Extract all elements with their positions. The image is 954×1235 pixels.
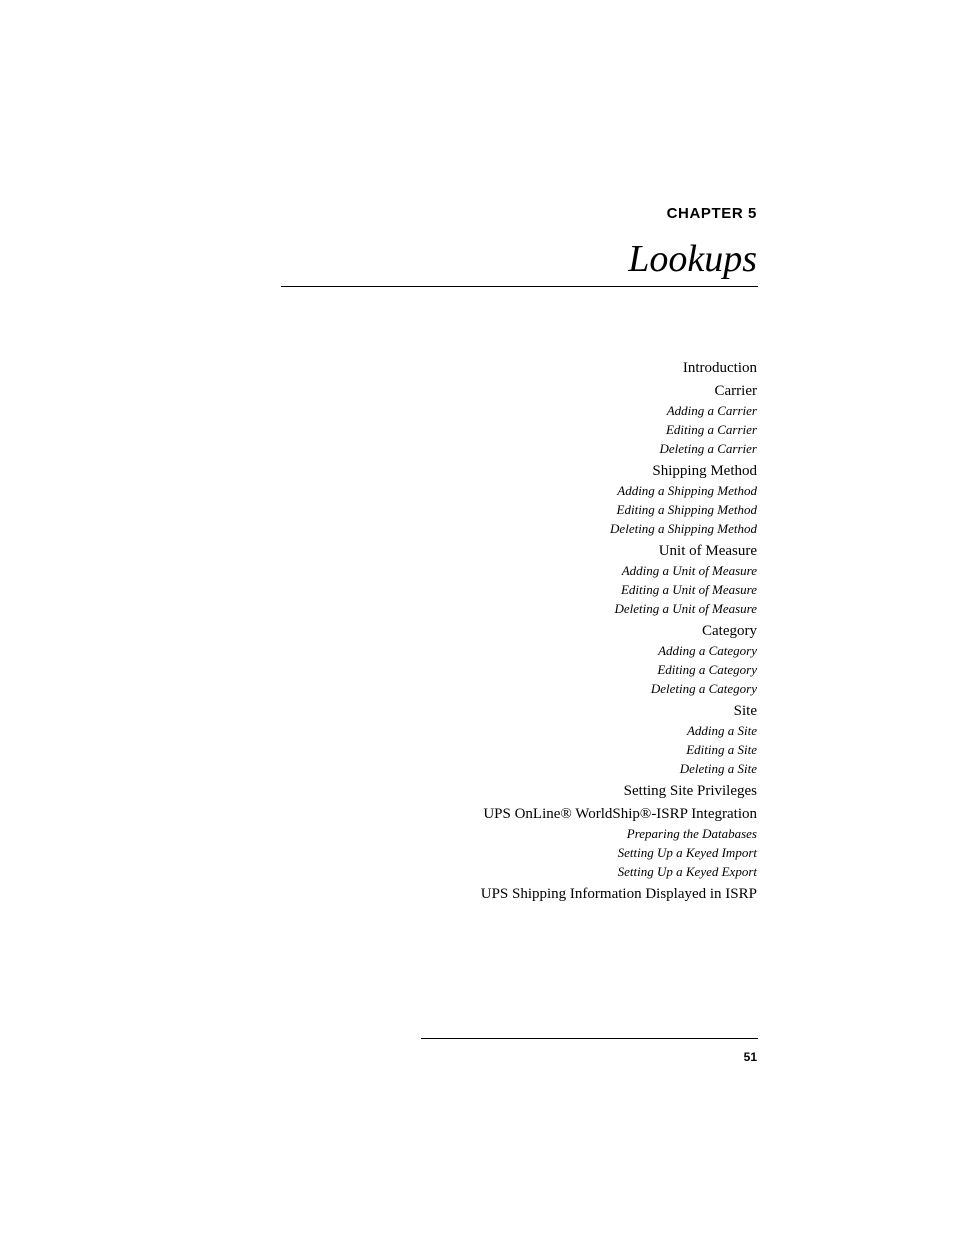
toc-subsection-link[interactable]: Preparing the Databases [626,826,757,841]
toc-section-link[interactable]: UPS Shipping Information Displayed in ISRP [480,886,757,902]
toc-section-link[interactable]: Site [733,703,757,719]
toc-section-link[interactable]: Unit of Measure [658,543,757,559]
toc-subsection-link[interactable]: Adding a Shipping Method [617,483,757,498]
toc-section-link[interactable]: Carrier [714,383,757,399]
toc-subsection-link[interactable]: Editing a Shipping Method [616,502,757,517]
toc-subsection-link[interactable]: Editing a Category [657,662,757,677]
toc-section-link[interactable]: Shipping Method [652,463,757,479]
toc-subsection-link[interactable]: Deleting a Carrier [659,441,757,456]
toc-subsection-link[interactable]: Deleting a Category [650,681,757,696]
toc-section-link[interactable]: UPS OnLine® WorldShip®-ISRP Integration [483,806,757,822]
toc-section-link[interactable]: Setting Site Privileges [623,783,757,799]
toc-subsection-link[interactable]: Editing a Carrier [665,422,757,437]
footer-divider [421,1038,758,1039]
page-number: 51 [743,1050,757,1064]
toc-subsection-link[interactable]: Editing a Unit of Measure [620,582,757,597]
toc-subsection-link[interactable]: Deleting a Unit of Measure [614,601,757,616]
toc-subsection-link[interactable]: Adding a Site [686,723,757,738]
chapter-label: CHAPTER 5 [666,205,757,222]
toc-subsection-link[interactable]: Adding a Carrier [666,403,757,418]
chapter-contents-list [257,359,757,904]
toc-subsection-link[interactable]: Deleting a Site [679,761,757,776]
toc-subsection-link[interactable]: Adding a Category [658,643,757,658]
toc-section-link[interactable]: Category [702,623,757,639]
toc-subsection-link[interactable]: Editing a Site [686,742,757,757]
chapter-title: Lookups [628,238,757,280]
toc-subsection-link[interactable]: Setting Up a Keyed Export [617,864,757,879]
toc-subsection-link[interactable]: Deleting a Shipping Method [610,521,757,536]
toc-subsection-link[interactable]: Adding a Unit of Measure [621,563,757,578]
title-divider [281,286,758,287]
toc-subsection-link[interactable]: Setting Up a Keyed Import [617,845,757,860]
toc-section-link[interactable]: Introduction [682,360,757,376]
